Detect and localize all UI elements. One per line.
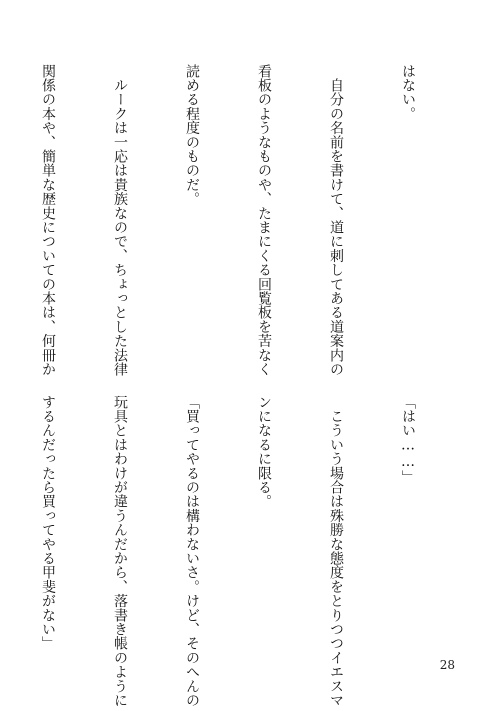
text-column: はない。 [400,64,416,121]
bottom-text-block [0,395,468,708]
text-column: ンになるに限る。 [256,395,272,509]
page-number: 28 [439,658,455,672]
text-column: こういう場合は殊勝な態度をとりつつイエスマ [328,395,344,708]
text-column: するんだったら買ってやる甲斐がない」 [40,395,56,651]
text-column: 「はい……」 [400,395,416,485]
text-column: 玩具とはわけが違うんだから、落書き帳のように [112,395,128,708]
text-column: 関係の本や、簡単な歴史についての本は、何冊か [40,64,56,377]
text-column: 看板のようなものや、たまにくる回覧板を苦なく [256,64,272,377]
text-column: ルークは一応は貴族なので、ちょっとした法律 [112,64,128,377]
top-text-block [0,64,468,377]
text-column: 「買ってやるのは構わないさ。けど、そのへんの [184,395,200,708]
text-column: 自分の名前を書けて、道に刺してある道案内の [328,64,344,377]
text-column: 読める程度のものだ。 [184,64,200,206]
